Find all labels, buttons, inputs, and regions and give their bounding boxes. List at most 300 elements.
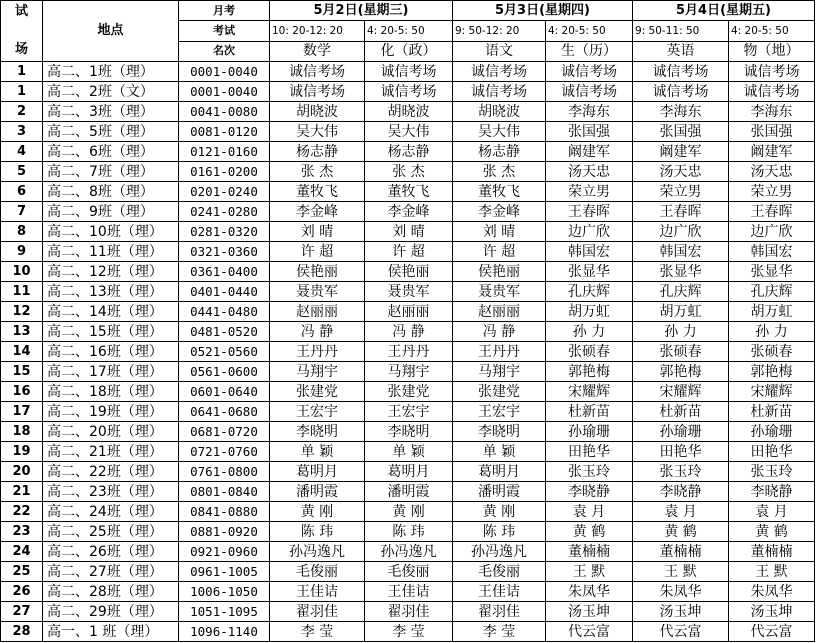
proctor-name: 马翔宇 — [453, 362, 546, 382]
proctor-name: 王 默 — [633, 562, 729, 582]
proctor-name: 侯艳丽 — [453, 262, 546, 282]
proctor-name: 诚信考场 — [365, 82, 453, 102]
room-number: 17 — [1, 402, 43, 422]
proctor-name: 毛俊丽 — [453, 562, 546, 582]
proctor-name: 韩国宏 — [729, 242, 815, 262]
table-row — [1, 422, 815, 442]
room-number: 1 — [1, 82, 43, 102]
header-day-2: 5月3日(星期四) — [453, 1, 633, 21]
proctor-name: 冯 静 — [453, 322, 546, 342]
proctor-name: 郭艳梅 — [729, 362, 815, 382]
proctor-name: 王丹丹 — [270, 342, 365, 362]
proctor-name: 聂贵军 — [365, 282, 453, 302]
table-row — [1, 302, 815, 322]
rank-range: 0041-0080 — [179, 102, 270, 122]
proctor-name: 诚信考场 — [365, 62, 453, 82]
rank-range: 0801-0840 — [179, 482, 270, 502]
rank-range: 0961-1005 — [179, 562, 270, 582]
proctor-name: 张硕春 — [633, 342, 729, 362]
proctor-name: 张玉玲 — [546, 462, 633, 482]
exam-place: 高二、10班（理） — [43, 222, 179, 242]
header-day-3: 5月4日(星期五) — [633, 1, 815, 21]
proctor-name: 单 颖 — [270, 442, 365, 462]
proctor-name: 胡晓波 — [365, 102, 453, 122]
header-subject: 生（历） — [546, 41, 633, 61]
exam-place: 高二、29班（理） — [43, 602, 179, 622]
exam-place: 高二、6班（理） — [43, 142, 179, 162]
table-row — [1, 222, 815, 242]
header-subject: 物（地） — [729, 41, 815, 61]
room-number: 10 — [1, 262, 43, 282]
proctor-name: 王丹丹 — [365, 342, 453, 362]
room-number: 23 — [1, 522, 43, 542]
proctor-name: 孔庆辉 — [633, 282, 729, 302]
proctor-name: 李晓明 — [270, 422, 365, 442]
proctor-name: 李金峰 — [453, 202, 546, 222]
rank-range: 0681-0720 — [179, 422, 270, 442]
proctor-name: 荣立男 — [729, 182, 815, 202]
proctor-name: 诚信考场 — [453, 82, 546, 102]
proctor-name: 诚信考场 — [729, 62, 815, 82]
room-number: 2 — [1, 102, 43, 122]
proctor-name: 陈 玮 — [270, 522, 365, 542]
room-number: 8 — [1, 222, 43, 242]
room-number: 14 — [1, 342, 43, 362]
proctor-name: 田艳华 — [546, 442, 633, 462]
table-row — [1, 242, 815, 262]
room-number: 12 — [1, 302, 43, 322]
proctor-name: 马翔宇 — [270, 362, 365, 382]
proctor-name: 汤天忠 — [633, 162, 729, 182]
room-number: 9 — [1, 242, 43, 262]
header-subject: 英语 — [633, 41, 729, 61]
table-row — [1, 342, 815, 362]
room-number: 25 — [1, 562, 43, 582]
proctor-name: 朱凤华 — [633, 582, 729, 602]
proctor-name: 侯艳丽 — [270, 262, 365, 282]
table-row — [1, 462, 815, 482]
proctor-name: 宋耀辉 — [729, 382, 815, 402]
proctor-name: 冯 静 — [270, 322, 365, 342]
room-number: 3 — [1, 122, 43, 142]
proctor-name: 单 颖 — [453, 442, 546, 462]
proctor-name: 王宏宇 — [270, 402, 365, 422]
proctor-name: 聂贵军 — [453, 282, 546, 302]
room-number: 26 — [1, 582, 43, 602]
proctor-name: 田艳华 — [633, 442, 729, 462]
proctor-name: 朱凤华 — [546, 582, 633, 602]
rank-range: 0721-0760 — [179, 442, 270, 462]
header-time: 4: 20-5: 50 — [365, 21, 453, 41]
proctor-name: 诚信考场 — [546, 82, 633, 102]
proctor-name: 张显华 — [729, 262, 815, 282]
header-room — [1, 1, 43, 62]
proctor-name: 聂贵军 — [270, 282, 365, 302]
exam-place: 高二、18班（理） — [43, 382, 179, 402]
proctor-name: 张国强 — [546, 122, 633, 142]
proctor-name: 杨志静 — [453, 142, 546, 162]
proctor-name: 诚信考场 — [270, 62, 365, 82]
proctor-name: 赵丽丽 — [270, 302, 365, 322]
table-row — [1, 282, 815, 302]
proctor-name: 潘明霞 — [453, 482, 546, 502]
exam-place: 高二、16班（理） — [43, 342, 179, 362]
proctor-name: 王春晖 — [546, 202, 633, 222]
table-row — [1, 62, 815, 82]
proctor-name: 李晓静 — [633, 482, 729, 502]
table-row — [1, 442, 815, 462]
proctor-name: 黄 鹤 — [546, 522, 633, 542]
proctor-name: 张建党 — [453, 382, 546, 402]
proctor-name: 李晓明 — [453, 422, 546, 442]
proctor-name: 王丹丹 — [453, 342, 546, 362]
proctor-name: 孙冯逸凡 — [365, 542, 453, 562]
proctor-name: 诚信考场 — [546, 62, 633, 82]
exam-place: 高二、9班（理） — [43, 202, 179, 222]
rank-range: 0161-0200 — [179, 162, 270, 182]
proctor-name: 诚信考场 — [270, 82, 365, 102]
exam-place: 高二、24班（理） — [43, 502, 179, 522]
proctor-name: 吴大伟 — [365, 122, 453, 142]
exam-place: 高一、1 班（理） — [43, 622, 179, 642]
proctor-name: 袁 月 — [729, 502, 815, 522]
table-row — [1, 82, 815, 102]
proctor-name: 杨志静 — [270, 142, 365, 162]
room-number: 18 — [1, 422, 43, 442]
exam-place: 高二、12班（理） — [43, 262, 179, 282]
proctor-name: 胡万虹 — [633, 302, 729, 322]
header-rank-2: 考试 — [179, 21, 270, 41]
proctor-name: 韩国宏 — [546, 242, 633, 262]
proctor-name: 诚信考场 — [633, 82, 729, 102]
proctor-name: 王佳诘 — [365, 582, 453, 602]
proctor-name: 刘 晴 — [453, 222, 546, 242]
proctor-name: 冯 静 — [365, 322, 453, 342]
table-row — [1, 402, 815, 422]
proctor-name: 张国强 — [729, 122, 815, 142]
exam-place: 高二、25班（理） — [43, 522, 179, 542]
proctor-name: 王宏宇 — [365, 402, 453, 422]
proctor-name: 王佳诘 — [453, 582, 546, 602]
rank-range: 0001-0040 — [179, 82, 270, 102]
room-number: 6 — [1, 182, 43, 202]
table-row — [1, 362, 815, 382]
proctor-name: 毛俊丽 — [365, 562, 453, 582]
proctor-name: 李海东 — [633, 102, 729, 122]
room-number: 21 — [1, 482, 43, 502]
table-row — [1, 542, 815, 562]
rank-range: 1006-1050 — [179, 582, 270, 602]
proctor-name: 王宏宇 — [453, 402, 546, 422]
exam-place: 高二、14班（理） — [43, 302, 179, 322]
header-time: 4: 20-5: 50 — [729, 21, 815, 41]
exam-place: 高二、13班（理） — [43, 282, 179, 302]
proctor-name: 孙冯逸凡 — [453, 542, 546, 562]
table-row — [1, 622, 815, 642]
proctor-name: 李海东 — [729, 102, 815, 122]
exam-place: 高二、2班（文） — [43, 82, 179, 102]
proctor-name: 刘 晴 — [365, 222, 453, 242]
proctor-name: 董牧飞 — [365, 182, 453, 202]
proctor-name: 阚建军 — [546, 142, 633, 162]
table-row — [1, 122, 815, 142]
proctor-name: 诚信考场 — [729, 82, 815, 102]
exam-place: 高二、22班（理） — [43, 462, 179, 482]
proctor-name: 葛明月 — [270, 462, 365, 482]
proctor-name: 李晓静 — [729, 482, 815, 502]
rank-range: 0761-0800 — [179, 462, 270, 482]
proctor-name: 张国强 — [633, 122, 729, 142]
proctor-name: 胡万虹 — [546, 302, 633, 322]
proctor-name: 吴大伟 — [270, 122, 365, 142]
proctor-name: 汤玉坤 — [633, 602, 729, 622]
proctor-name: 孔庆辉 — [546, 282, 633, 302]
proctor-name: 李海东 — [546, 102, 633, 122]
proctor-name: 孙瑜珊 — [546, 422, 633, 442]
proctor-name: 许 超 — [453, 242, 546, 262]
proctor-name: 许 超 — [365, 242, 453, 262]
proctor-name: 李晓静 — [546, 482, 633, 502]
proctor-name: 毛俊丽 — [270, 562, 365, 582]
proctor-name: 刘 晴 — [270, 222, 365, 242]
table-row — [1, 502, 815, 522]
proctor-name: 汤天忠 — [546, 162, 633, 182]
proctor-name: 潘明霞 — [365, 482, 453, 502]
table-row — [1, 162, 815, 182]
proctor-name: 张 杰 — [453, 162, 546, 182]
header-rank-1: 月考 — [179, 1, 270, 21]
table-row — [1, 182, 815, 202]
proctor-name: 翟羽佳 — [365, 602, 453, 622]
proctor-name: 边广欣 — [546, 222, 633, 242]
proctor-name: 杨志静 — [365, 142, 453, 162]
proctor-name: 葛明月 — [453, 462, 546, 482]
proctor-name: 王春晖 — [729, 202, 815, 222]
rank-range: 0321-0360 — [179, 242, 270, 262]
proctor-name: 潘明霞 — [270, 482, 365, 502]
room-number: 28 — [1, 622, 43, 642]
proctor-name: 董楠楠 — [729, 542, 815, 562]
header-time: 4: 20-5: 50 — [546, 21, 633, 41]
header-room-top: 试 — [14, 4, 28, 19]
proctor-name: 郭艳梅 — [633, 362, 729, 382]
proctor-name: 张硕春 — [729, 342, 815, 362]
proctor-name: 李 莹 — [365, 622, 453, 642]
header-subject: 化（政） — [365, 41, 453, 61]
proctor-name: 阚建军 — [633, 142, 729, 162]
proctor-name: 荣立男 — [546, 182, 633, 202]
rank-range: 1096-1140 — [179, 622, 270, 642]
proctor-name: 侯艳丽 — [365, 262, 453, 282]
proctor-name: 陈 玮 — [453, 522, 546, 542]
header-time: 9: 50-11: 50 — [633, 21, 729, 41]
proctor-name: 诚信考场 — [453, 62, 546, 82]
proctor-name: 张 杰 — [365, 162, 453, 182]
proctor-name: 孙冯逸凡 — [270, 542, 365, 562]
proctor-name: 翟羽佳 — [453, 602, 546, 622]
exam-place: 高二、23班（理） — [43, 482, 179, 502]
proctor-name: 边广欣 — [633, 222, 729, 242]
rank-range: 0201-0240 — [179, 182, 270, 202]
rank-range: 0881-0920 — [179, 522, 270, 542]
rank-range: 0281-0320 — [179, 222, 270, 242]
rank-range: 0921-0960 — [179, 542, 270, 562]
rank-range: 0841-0880 — [179, 502, 270, 522]
proctor-name: 孙 力 — [546, 322, 633, 342]
proctor-name: 李 莹 — [453, 622, 546, 642]
header-place: 地点 — [43, 1, 179, 62]
proctor-name: 张玉玲 — [729, 462, 815, 482]
exam-place: 高二、21班（理） — [43, 442, 179, 462]
room-number: 5 — [1, 162, 43, 182]
rank-range: 0121-0160 — [179, 142, 270, 162]
proctor-name: 张显华 — [633, 262, 729, 282]
rank-range: 0521-0560 — [179, 342, 270, 362]
table-row — [1, 522, 815, 542]
proctor-name: 黄 鹤 — [729, 522, 815, 542]
table-row — [1, 262, 815, 282]
proctor-name: 孙瑜珊 — [633, 422, 729, 442]
room-number: 1 — [1, 62, 43, 82]
proctor-name: 李晓明 — [365, 422, 453, 442]
proctor-name: 孔庆辉 — [729, 282, 815, 302]
proctor-name: 杜新苗 — [729, 402, 815, 422]
proctor-name: 宋耀辉 — [633, 382, 729, 402]
proctor-name: 黄 刚 — [453, 502, 546, 522]
proctor-name: 胡万虹 — [729, 302, 815, 322]
proctor-name: 孙 力 — [633, 322, 729, 342]
exam-place: 高二、20班（理） — [43, 422, 179, 442]
proctor-name: 张 杰 — [270, 162, 365, 182]
proctor-name: 汤玉坤 — [546, 602, 633, 622]
proctor-name: 王佳诘 — [270, 582, 365, 602]
proctor-name: 孙 力 — [729, 322, 815, 342]
proctor-name: 李金峰 — [270, 202, 365, 222]
room-number: 13 — [1, 322, 43, 342]
proctor-name: 诚信考场 — [633, 62, 729, 82]
proctor-name: 杜新苗 — [633, 402, 729, 422]
exam-place: 高二、26班（理） — [43, 542, 179, 562]
room-number: 20 — [1, 462, 43, 482]
rank-range: 0401-0440 — [179, 282, 270, 302]
rank-range: 0561-0600 — [179, 362, 270, 382]
room-number: 4 — [1, 142, 43, 162]
proctor-name: 赵丽丽 — [365, 302, 453, 322]
proctor-name: 董牧飞 — [453, 182, 546, 202]
room-number: 15 — [1, 362, 43, 382]
header-subject: 语文 — [453, 41, 546, 61]
proctor-name: 张玉玲 — [633, 462, 729, 482]
proctor-name: 陈 玮 — [365, 522, 453, 542]
proctor-name: 韩国宏 — [633, 242, 729, 262]
exam-place: 高二、17班（理） — [43, 362, 179, 382]
proctor-name: 赵丽丽 — [453, 302, 546, 322]
proctor-name: 阚建军 — [729, 142, 815, 162]
proctor-name: 朱凤华 — [729, 582, 815, 602]
proctor-name: 张硕春 — [546, 342, 633, 362]
proctor-name: 代云富 — [546, 622, 633, 642]
proctor-name: 孙瑜珊 — [729, 422, 815, 442]
proctor-name: 马翔宇 — [365, 362, 453, 382]
table-row — [1, 202, 815, 222]
header-rank-3: 名次 — [179, 41, 270, 61]
proctor-name: 田艳华 — [729, 442, 815, 462]
header-room-bottom: 场 — [14, 42, 28, 57]
proctor-name: 胡晓波 — [270, 102, 365, 122]
proctor-name: 郭艳梅 — [546, 362, 633, 382]
header-time: 10: 20-12: 20 — [270, 21, 365, 41]
proctor-name: 黄 刚 — [270, 502, 365, 522]
proctor-name: 李 莹 — [270, 622, 365, 642]
exam-place: 高二、5班（理） — [43, 122, 179, 142]
table-row — [1, 102, 815, 122]
room-number: 7 — [1, 202, 43, 222]
exam-place: 高二、7班（理） — [43, 162, 179, 182]
table-row — [1, 602, 815, 622]
table-row — [1, 582, 815, 602]
rank-range: 0441-0480 — [179, 302, 270, 322]
proctor-name: 胡晓波 — [453, 102, 546, 122]
table-row — [1, 382, 815, 402]
proctor-name: 张显华 — [546, 262, 633, 282]
proctor-name: 董牧飞 — [270, 182, 365, 202]
room-number: 24 — [1, 542, 43, 562]
exam-place: 高二、1班（理） — [43, 62, 179, 82]
proctor-name: 王 默 — [546, 562, 633, 582]
proctor-name: 张建党 — [270, 382, 365, 402]
room-number: 16 — [1, 382, 43, 402]
proctor-name: 代云富 — [729, 622, 815, 642]
header-time: 9: 50-12: 20 — [453, 21, 546, 41]
table-row — [1, 562, 815, 582]
proctor-name: 代云富 — [633, 622, 729, 642]
proctor-name: 荣立男 — [633, 182, 729, 202]
header-day-1: 5月2日(星期三) — [270, 1, 453, 21]
rank-range: 0361-0400 — [179, 262, 270, 282]
proctor-name: 汤玉坤 — [729, 602, 815, 622]
proctor-name: 张建党 — [365, 382, 453, 402]
proctor-name: 翟羽佳 — [270, 602, 365, 622]
room-number: 27 — [1, 602, 43, 622]
proctor-name: 杜新苗 — [546, 402, 633, 422]
room-number: 22 — [1, 502, 43, 522]
rank-range: 0601-0640 — [179, 382, 270, 402]
proctor-name: 李金峰 — [365, 202, 453, 222]
table-row — [1, 142, 815, 162]
proctor-name: 王春晖 — [633, 202, 729, 222]
proctor-name: 许 超 — [270, 242, 365, 262]
room-number: 11 — [1, 282, 43, 302]
proctor-name: 葛明月 — [365, 462, 453, 482]
proctor-name: 袁 月 — [633, 502, 729, 522]
proctor-name: 董楠楠 — [546, 542, 633, 562]
rank-range: 0481-0520 — [179, 322, 270, 342]
rank-range: 0001-0040 — [179, 62, 270, 82]
table-row — [1, 482, 815, 502]
rank-range: 0081-0120 — [179, 122, 270, 142]
rank-range: 0641-0680 — [179, 402, 270, 422]
proctor-name: 汤天忠 — [729, 162, 815, 182]
proctor-name: 董楠楠 — [633, 542, 729, 562]
exam-place: 高二、28班（理） — [43, 582, 179, 602]
exam-place: 高二、8班（理） — [43, 182, 179, 202]
exam-place: 高二、3班（理） — [43, 102, 179, 122]
proctor-name: 边广欣 — [729, 222, 815, 242]
proctor-name: 黄 鹤 — [633, 522, 729, 542]
proctor-name: 吴大伟 — [453, 122, 546, 142]
room-number: 19 — [1, 442, 43, 462]
exam-place: 高二、11班（理） — [43, 242, 179, 262]
